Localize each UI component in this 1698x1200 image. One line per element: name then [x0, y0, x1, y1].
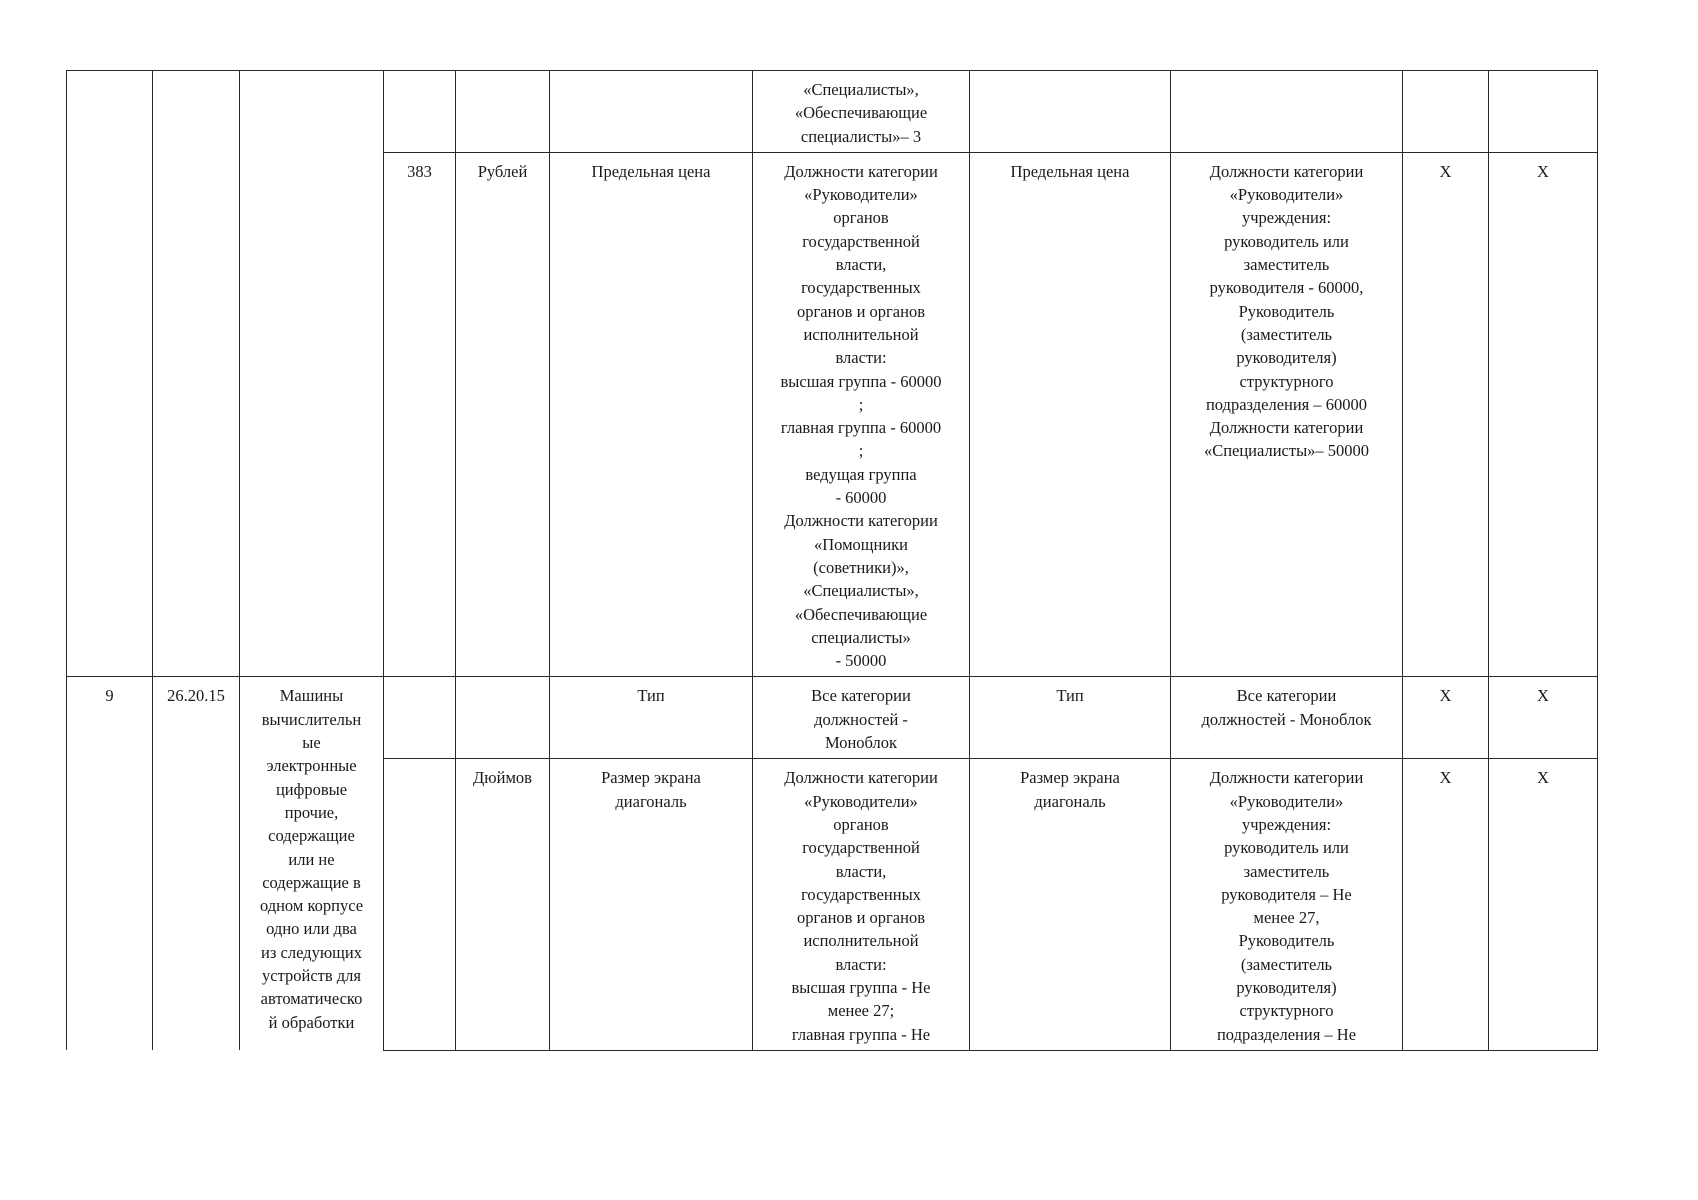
cell-mark-2: Х: [1489, 759, 1598, 1051]
cell-characteristic: Размер экрана диагональ: [550, 759, 753, 1051]
table-row: [67, 677, 1598, 759]
cell-characteristic-2: Размер экрана диагональ: [970, 759, 1171, 1051]
cell-code: [153, 71, 240, 677]
cell-okei-code: 383: [384, 152, 456, 677]
cell-number: [67, 71, 153, 677]
cell-characteristic: Предельная цена: [550, 152, 753, 677]
cell-characteristic-2: Тип: [970, 677, 1171, 759]
cell-mark-2: [1489, 71, 1598, 153]
cell-number: 9: [67, 677, 153, 1050]
cell-unit: [456, 677, 550, 759]
cell-name: [240, 71, 384, 677]
cell-okei-code: [384, 71, 456, 153]
cell-value-2: Должности категории «Руководители» учреждения: руководитель или заместитель руководителя - 60000, Руководитель (заместитель руководителя) структурного подразделения – 60000 Должности категории «Специалисты»– 50000: [1171, 152, 1403, 677]
cell-value-2: Должности категории «Руководители» учреждения: руководитель или заместитель руководителя – Не менее 27, Руководитель (заместитель руководителя) структурного подразделения – Не: [1171, 759, 1403, 1051]
cell-unit: Дюймов: [456, 759, 550, 1051]
cell-characteristic-2: [970, 71, 1171, 153]
cell-code: 26.20.15: [153, 677, 240, 1050]
cell-name: Машины вычислительн ые электронные цифровые прочие, содержащие или не содержащие в одном корпусе одно или два из следующих устройств для автоматическо й обработки: [240, 677, 384, 1050]
cell-unit: [456, 71, 550, 153]
cell-value: Все категории должностей - Моноблок: [753, 677, 970, 759]
cell-mark-2: Х: [1489, 677, 1598, 759]
cell-value: «Специалисты», «Обеспечивающие специалисты»– 3: [753, 71, 970, 153]
cell-okei-code: [384, 677, 456, 759]
cell-value-2: Все категории должностей - Моноблок: [1171, 677, 1403, 759]
cell-characteristic: [550, 71, 753, 153]
cell-mark-1: Х: [1403, 677, 1489, 759]
cell-value: Должности категории «Руководители» органов государственной власти, государственных органов и органов исполнительной власти: высшая группа - 60000 ; главная группа - 60000 ; ведущая группа - 60000 Должности категории «Помощники (советники)», «Специалисты», «Обеспечивающие специалисты» - 50000: [753, 152, 970, 677]
requirements-table: [66, 70, 1598, 1051]
cell-mark-2: Х: [1489, 152, 1598, 677]
cell-characteristic-2: Предельная цена: [970, 152, 1171, 677]
cell-characteristic: Тип: [550, 677, 753, 759]
cell-mark-1: [1403, 71, 1489, 153]
cell-value-2: [1171, 71, 1403, 153]
cell-unit: Рублей: [456, 152, 550, 677]
table-row: [67, 71, 1598, 153]
cell-okei-code: [384, 759, 456, 1051]
cell-mark-1: Х: [1403, 152, 1489, 677]
cell-value: Должности категории «Руководители» органов государственной власти, государственных органов и органов исполнительной власти: высшая группа - Не менее 27; главная группа - Не: [753, 759, 970, 1051]
cell-mark-1: Х: [1403, 759, 1489, 1051]
